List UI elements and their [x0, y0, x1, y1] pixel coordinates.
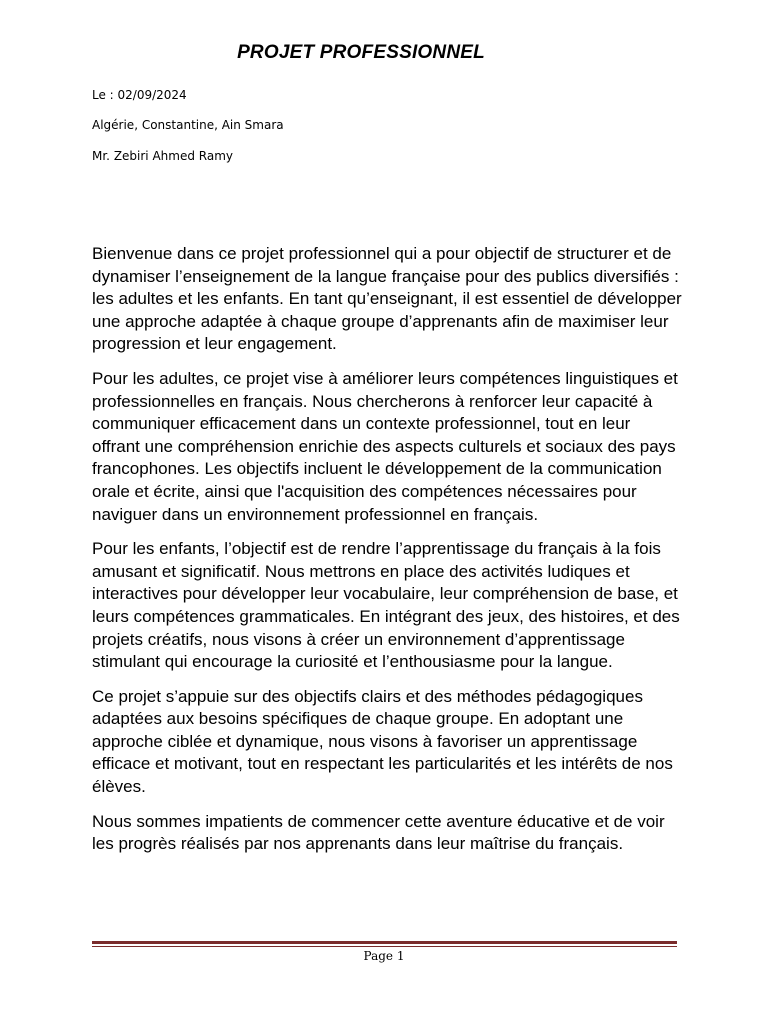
- paragraph-intro: Bienvenue dans ce projet professionnel qui a pour objectif de structurer et de dynamiser l’enseignement de la langue française pour des publics diversifiés : les adultes et les enfants. En tant qu’enseignant, il est essentiel de développer une approche adaptée à chaque groupe d’apprenants afin de maximiser leur progression et leur engagement.: [92, 244, 682, 354]
- document-body: [92, 243, 682, 868]
- paragraph-children: Pour les enfants, l’objectif est de rendre l’apprentissage du français à la fois amusant et significatif. Nous mettrons en place des activités ludiques et interactives pour développer leur vocabulaire, leur compréhension de base, et leurs compétences grammaticales. En intégrant des jeux, des histoires, et des projets créatifs, nous visons à créer un environnement d’apprentissage stimulant qui encourage la curiosité et l’enthousiasme pour la langue.: [92, 539, 680, 672]
- paragraph-adults: Pour les adultes, ce projet vise à améliorer leurs compétences linguistiques et professionnelles en français. Nous chercherons à renforcer leur capacité à communiquer efficacement dans un contexte professionnel, tout en leur offrant une compréhension enrichie des aspects culturels et sociaux des pays francophones. Les objectifs incluent le développement de la communication orale et écrite, ainsi que l'acquisition des compétences nécessaires pour naviguer dans un environnement professionnel en français.: [92, 368, 678, 524]
- location-line: Algérie, Constantine, Ain Smara: [92, 118, 284, 132]
- document-title: PROJET PROFESSIONNEL: [237, 42, 485, 63]
- footer-rule: [92, 941, 677, 947]
- date-line: Le : 02/09/2024: [92, 88, 187, 102]
- paragraph-methods: Ce projet s’appuie sur des objectifs clairs et des méthodes pédagogiques adaptées aux besoins spécifiques de chaque groupe. En adoptant une approche ciblée et dynamique, nous visons à favoriser un apprentissage efficace et motivant, tout en respectant les particularités et les intérêts de nos élèves.: [92, 686, 673, 797]
- footer-rule-thin: [92, 946, 677, 947]
- paragraph-conclusion: Nous sommes impatients de commencer cette aventure éducative et de voir les progrès réalisés par nos apprenants dans leur maîtrise du français.: [92, 811, 665, 854]
- author-line: Mr. Zebiri Ahmed Ramy: [92, 149, 233, 163]
- footer-rule-thick: [92, 941, 677, 944]
- page-number: Page 1: [363, 949, 405, 963]
